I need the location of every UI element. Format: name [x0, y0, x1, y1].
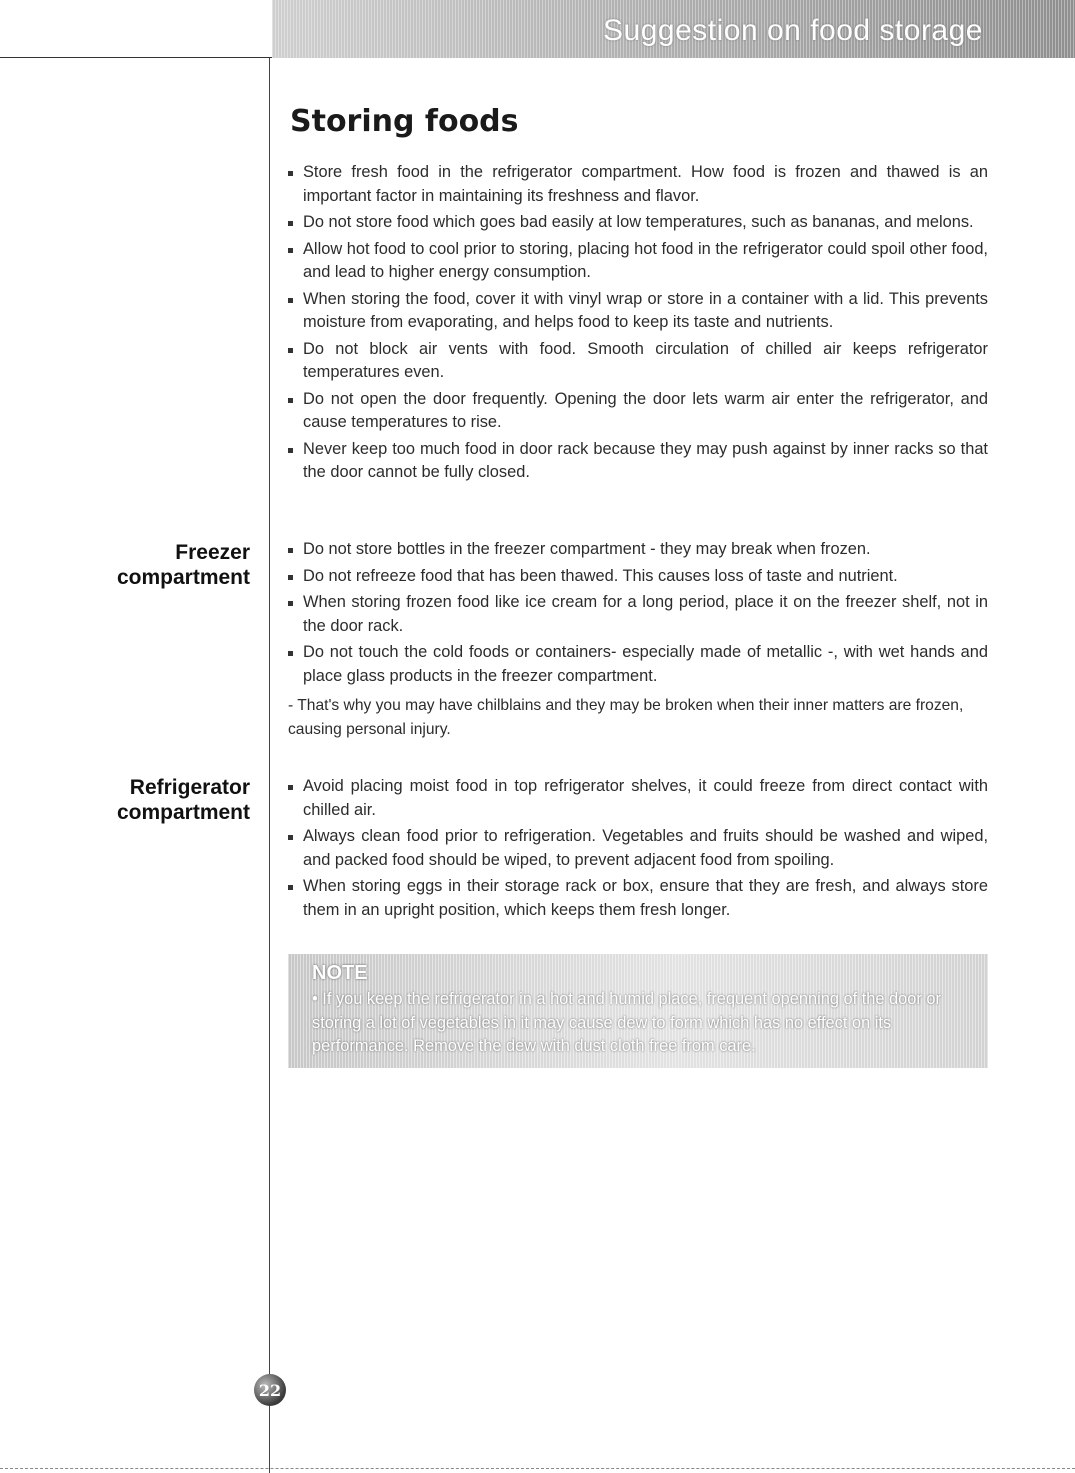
list-item: Never keep too much food in door rack because they may push against by inner racks so that the door cannot be fully closed. [288, 438, 988, 485]
list-item: Allow hot food to cool prior to storing, placing hot food in the refrigerator could spoil other food, and lead to higher energy consumption. [288, 238, 988, 285]
refrigerator-bullet-list [288, 775, 988, 925]
page-number: 22 [258, 1380, 282, 1400]
refrigerator-label-line1: Refrigerator [129, 776, 250, 799]
list-item: Do not block air vents with food. Smooth circulation of chilled air keeps refrigerator temperatures even. [288, 338, 988, 385]
list-item: When storing frozen food like ice cream for a long period, place it on the freezer shelf, not in the door rack. [288, 591, 988, 638]
list-item: Do not store bottles in the freezer compartment - they may break when frozen. [288, 538, 988, 562]
refrigerator-section-label [117, 775, 250, 825]
page-number-badge [254, 1374, 286, 1406]
freezer-section-label [117, 540, 250, 590]
freezer-bullet-list [288, 538, 988, 691]
section-title: Suggestion on food storage [603, 14, 983, 47]
list-item: Do not touch the cold foods or containers- especially made of metallic -, with wet hands and place glass products in the freezer compartment. [288, 641, 988, 688]
freezer-label-line2: compartment [116, 566, 250, 589]
list-item: When storing the food, cover it with vinyl wrap or store in a container with a lid. This prevents moisture from evaporating, and helps food to keep its taste and nutrients. [288, 288, 988, 335]
freezer-caution-note: - That's why you may have chilblains and they may be broken when their inner matters are frozen, causing personal injury. [288, 697, 964, 738]
list-item: Avoid placing moist food in top refrigerator shelves, it could freeze from direct contact with chilled air. [288, 775, 988, 822]
header-banner [272, 0, 1075, 58]
footer-rule [0, 1468, 1075, 1469]
general-bullet-list [288, 161, 988, 488]
header-rule [0, 57, 272, 58]
freezer-label-line1: Freezer [175, 541, 250, 564]
list-item: Store fresh food in the refrigerator compartment. How food is frozen and thawed is an important factor in maintaining its freshness and flavor. [288, 161, 988, 208]
list-item: When storing eggs in their storage rack or box, ensure that they are fresh, and always store them in an upright position, which keeps them fresh longer. [288, 875, 988, 922]
page-title: Storing foods [290, 104, 519, 139]
list-item: Do not refreeze food that has been thawed. This causes loss of taste and nutrient. [288, 565, 988, 589]
margin-divider [269, 58, 270, 1473]
note-heading: NOTE [312, 962, 368, 984]
list-item: Do not open the door frequently. Opening the door lets warm air enter the refrigerator, and cause temperatures to rise. [288, 388, 988, 435]
note-text: • If you keep the refrigerator in a hot and humid place, frequent openning of the door or storing a lot of vegetables in it may cause dew to form which has no effect on its performance. Remove the dew with dust cloth free from care. [312, 990, 941, 1055]
list-item: Always clean food prior to refrigeration. Vegetables and fruits should be washed and wiped, and packed food should be wiped, to prevent adjacent food from spoiling. [288, 825, 988, 872]
refrigerator-label-line2: compartment [116, 801, 250, 824]
note-box [288, 954, 988, 1068]
list-item: Do not store food which goes bad easily at low temperatures, such as bananas, and melons. [288, 211, 988, 235]
